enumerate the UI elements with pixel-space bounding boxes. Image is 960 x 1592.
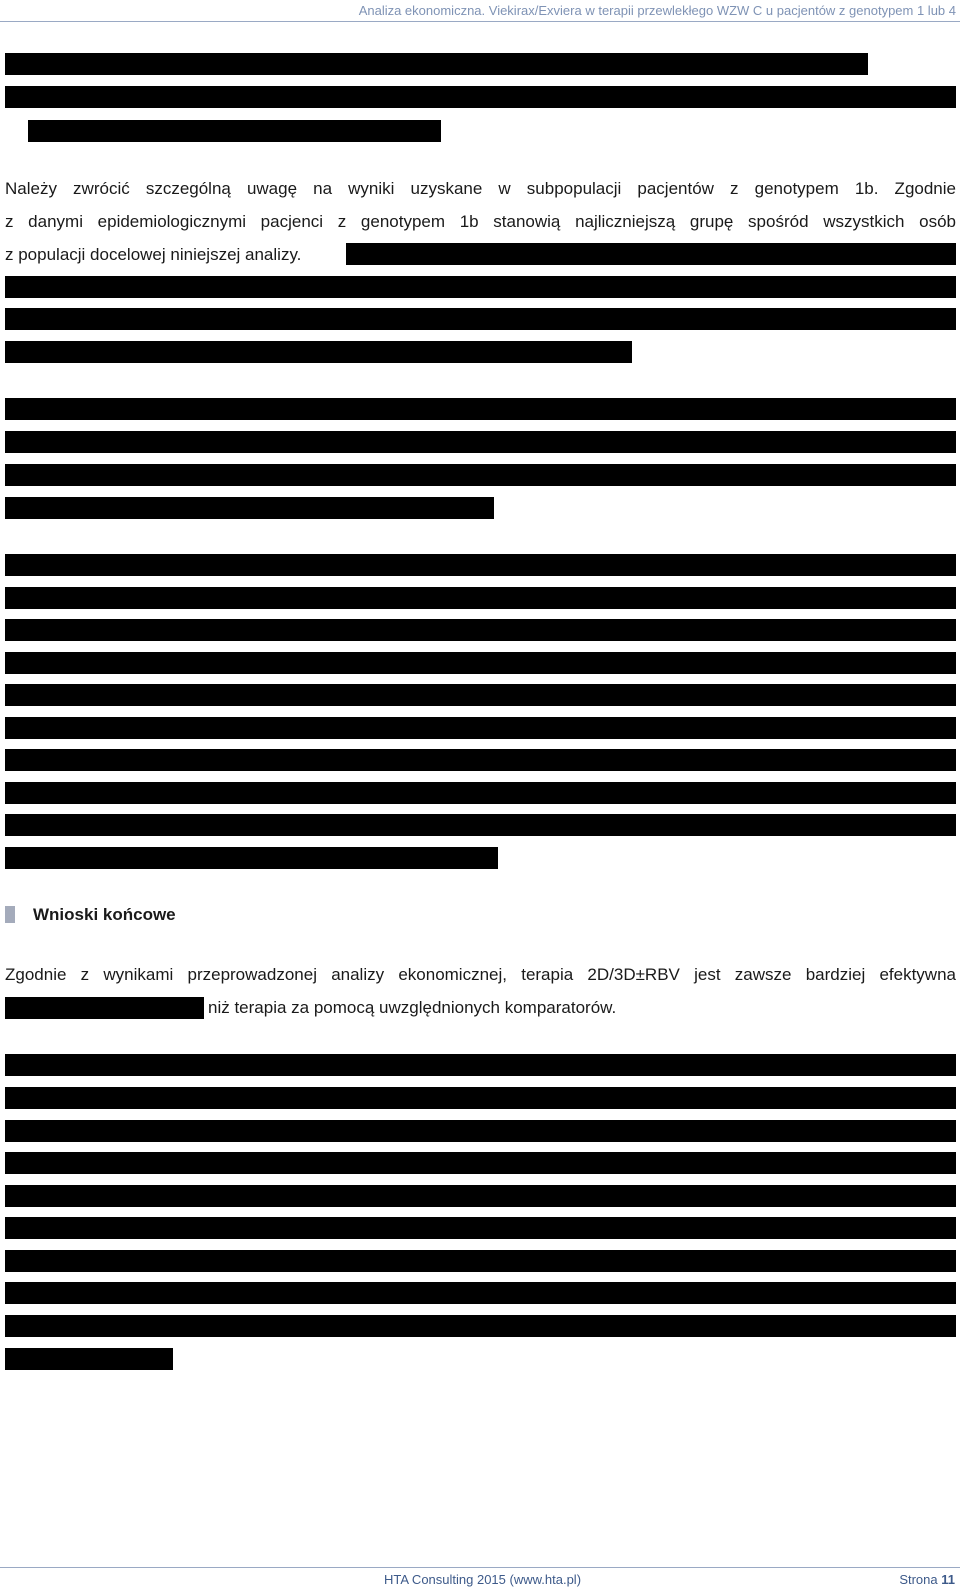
redacted-text xyxy=(28,120,441,142)
section-marker xyxy=(5,906,15,923)
redacted-text xyxy=(5,1217,956,1239)
footer-divider xyxy=(0,1567,960,1568)
redacted-text xyxy=(5,53,868,75)
redacted-text xyxy=(5,652,956,674)
redacted-text xyxy=(5,1250,956,1272)
paragraph-line: z danymi epidemiologicznymi pacjenci z genotypem 1b stanowią najliczniejszą grupę spośród wszystkich osób xyxy=(5,212,956,231)
redacted-text xyxy=(5,1282,956,1304)
redacted-text xyxy=(5,717,956,739)
redacted-text xyxy=(5,1054,956,1076)
redacted-text xyxy=(5,554,956,576)
redacted-text xyxy=(346,243,956,265)
paragraph-line: Zgodnie z wynikami przeprowadzonej analizy ekonomicznej, terapia 2D/3D±RBV jest zawsze bardziej efektywna xyxy=(5,965,956,984)
redacted-text xyxy=(5,814,956,836)
redacted-text xyxy=(5,1087,956,1109)
redacted-text xyxy=(5,1315,956,1337)
redacted-text xyxy=(5,86,956,108)
redacted-text xyxy=(5,308,956,330)
paragraph-line: z populacji docelowej niniejszej analizy. xyxy=(5,245,302,264)
redacted-text xyxy=(5,1185,956,1207)
redacted-text xyxy=(5,997,204,1019)
redacted-text xyxy=(5,619,956,641)
paragraph-line: niż terapia za pomocą uwzględnionych komparatorów. xyxy=(208,998,617,1017)
page-number xyxy=(899,1572,955,1587)
redacted-text xyxy=(5,1348,173,1370)
redacted-text xyxy=(5,464,956,486)
redacted-text xyxy=(5,782,956,804)
redacted-text xyxy=(5,341,632,363)
header-divider xyxy=(0,21,960,22)
redacted-text xyxy=(5,398,956,420)
footer-company: HTA Consulting 2015 (www.hta.pl) xyxy=(384,1572,582,1587)
redacted-text xyxy=(5,1152,956,1174)
redacted-text xyxy=(5,847,498,869)
redacted-text xyxy=(5,749,956,771)
page-label: Strona xyxy=(899,1572,938,1587)
redacted-text xyxy=(5,587,956,609)
running-header: Analiza ekonomiczna. Viekirax/Exviera w terapii przewlekłego WZW C u pacjentów z genotypem 1 lub 4 xyxy=(358,3,956,18)
redacted-text xyxy=(5,684,956,706)
section-heading: Wnioski końcowe xyxy=(33,905,176,924)
redacted-text xyxy=(5,497,494,519)
page-number-value: 11 xyxy=(941,1572,955,1587)
paragraph-line: Należy zwrócić szczególną uwagę na wyniki uzyskane w subpopulacji pacjentów z genotypem 1b. Zgodnie xyxy=(5,179,956,198)
redacted-text xyxy=(5,1120,956,1142)
redacted-text xyxy=(5,276,956,298)
redacted-text xyxy=(5,431,956,453)
